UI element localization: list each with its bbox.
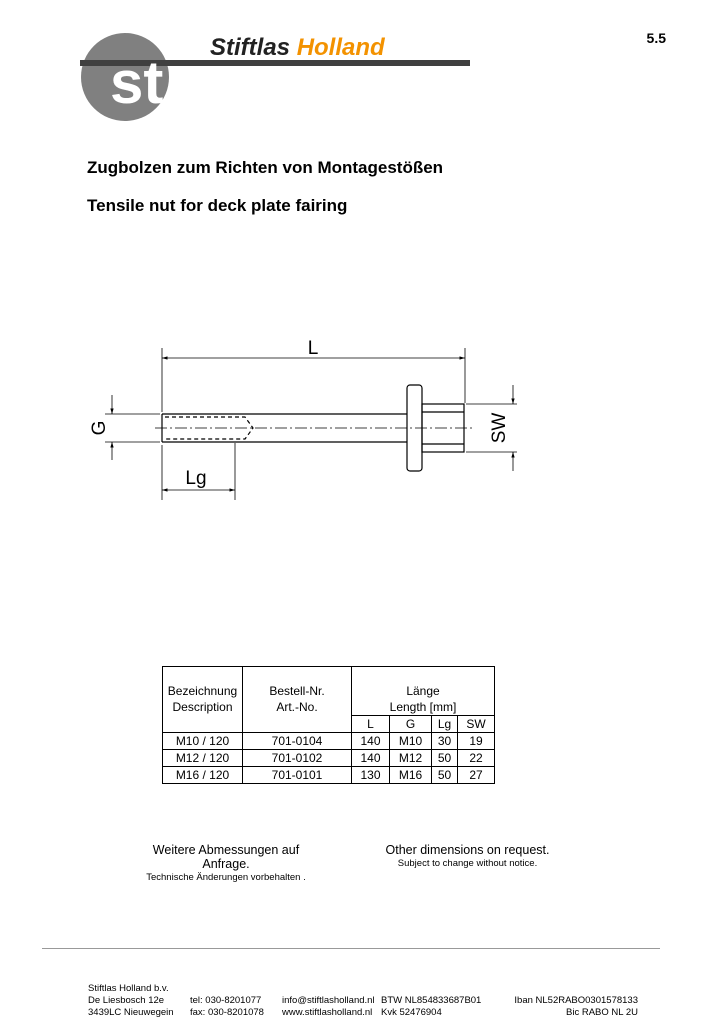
cell-order-no: 701-0101 — [243, 767, 352, 784]
footer-tel: tel: 030-8201077 — [190, 995, 262, 1006]
label-Lg: Lg — [185, 468, 207, 489]
logo-company-name: Stiftlas Holland — [210, 34, 385, 61]
dimension-lines — [105, 348, 517, 500]
label-SW: SW — [489, 412, 510, 444]
footer-bic: Bic RABO NL 2U — [566, 1007, 638, 1018]
note-german-main: Weitere Abmessungen auf Anfrage. — [152, 843, 300, 871]
footer-fax: fax: 030-8201078 — [190, 1007, 264, 1018]
header-order-en: Art.-No. — [243, 699, 352, 716]
spec-table — [162, 666, 495, 784]
page-number: 5.5 — [646, 30, 666, 46]
company-logo — [80, 25, 470, 130]
footer-iban: Iban NL52RABO0301578133 — [514, 995, 638, 1006]
footer-kvk: Kvk 52476904 — [381, 1007, 442, 1018]
subheader-G: G — [390, 716, 432, 733]
cell-SW: 22 — [458, 750, 495, 767]
footer-divider — [42, 948, 660, 949]
cell-description: M16 / 120 — [163, 767, 243, 784]
table-row — [163, 733, 495, 750]
header-length-de: Länge — [352, 683, 495, 699]
label-G: G — [89, 420, 110, 436]
subheader-Lg: Lg — [432, 716, 458, 733]
table-header-row-2 — [163, 699, 495, 716]
subheader-L: L — [352, 716, 390, 733]
cell-Lg: 50 — [432, 767, 458, 784]
technical-drawing — [85, 335, 535, 505]
note-english-sub: Subject to change without notice. — [397, 858, 538, 869]
cell-description: M10 / 120 — [163, 733, 243, 750]
cell-G: M16 — [390, 767, 432, 784]
cell-L: 140 — [352, 750, 390, 767]
subheader-SW: SW — [458, 716, 495, 733]
cell-order-no: 701-0104 — [243, 733, 352, 750]
footer-company: Stiftlas Holland b.v. — [88, 983, 169, 994]
table-row — [163, 767, 495, 784]
header-order-de: Bestell-Nr. — [243, 683, 352, 699]
label-L: L — [307, 338, 319, 359]
footer-btw: BTW NL854833687B01 — [381, 995, 482, 1006]
footer-street: De Liesbosch 12e — [88, 995, 165, 1006]
cell-L: 130 — [352, 767, 390, 784]
cell-SW: 19 — [458, 733, 495, 750]
cell-SW: 27 — [458, 767, 495, 784]
note-english — [380, 843, 555, 869]
header-description-en: Description — [163, 699, 243, 716]
cell-G: M10 — [390, 733, 432, 750]
title-english: Tensile nut for deck plate fairing — [87, 196, 348, 215]
table-subheader-row — [163, 716, 495, 733]
table-row — [163, 750, 495, 767]
footer-web[interactable]: www.stiftlasholland.nl — [282, 1007, 373, 1018]
note-german-sub: Technische Änderungen vorbehalten . — [146, 872, 306, 883]
header-description-de: Bezeichnung — [163, 683, 243, 699]
table-header-row-1 — [163, 683, 495, 699]
cell-order-no: 701-0102 — [243, 750, 352, 767]
logo-monogram: st — [110, 49, 164, 116]
cell-G: M12 — [390, 750, 432, 767]
note-german — [130, 843, 322, 883]
header-length-en: Length [mm] — [352, 699, 495, 716]
cell-Lg: 30 — [432, 733, 458, 750]
title-german: Zugbolzen zum Richten von Montagestößen — [87, 158, 444, 177]
cell-Lg: 50 — [432, 750, 458, 767]
cell-description: M12 / 120 — [163, 750, 243, 767]
footer — [88, 983, 638, 1019]
footer-email[interactable]: info@stiftlasholland.nl — [282, 995, 375, 1006]
note-english-main: Other dimensions on request. — [385, 843, 550, 857]
footer-city: 3439LC Nieuwegein — [88, 1007, 174, 1018]
cell-L: 140 — [352, 733, 390, 750]
